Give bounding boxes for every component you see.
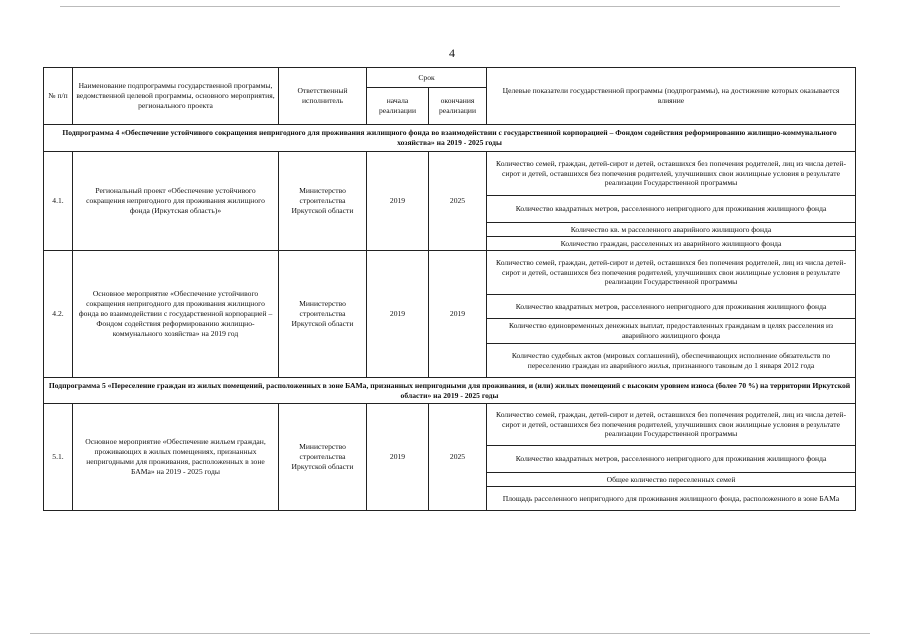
- row-5-1-target-3: Общее количество переселенных семей: [487, 473, 856, 487]
- header-term: Срок: [367, 68, 487, 88]
- subprogram-4-title: Подпрограмма 4 «Обеспечение устойчивого сокращения непригодного для проживания жилищного фонда во взаимодействии с государственной корпорацией – Фондом содействия реформированию жилищно-коммунального хозяйства» на 2019 - 2025 годы: [44, 125, 856, 152]
- header-name: Наименование подпрограммы государственной программы, ведомственной целевой программы, основного мероприятия, регионального проекта: [73, 68, 279, 125]
- row-4-2-target-2: Количество квадратных метров, расселенного непригодного для проживания жилищного фонда: [487, 295, 856, 319]
- table-row: [44, 152, 856, 196]
- row-4-2-num: 4.2.: [44, 251, 73, 378]
- scan-mark-bottom: [30, 633, 870, 634]
- row-4-2-end: 2019: [429, 251, 487, 378]
- row-4-1-target-2: Количество квадратных метров, расселенного непригодного для проживания жилищного фонда: [487, 196, 856, 223]
- row-4-2-start: 2019: [367, 251, 429, 378]
- row-5-1-start: 2019: [367, 404, 429, 511]
- row-4-2-name: Основное мероприятие «Обеспечение устойчивого сокращения непригодного для проживания жилищного фонда во взаимодействии с государственной корпорацией – Фондом содействия реформированию жилищно-коммунального хозяйства» на 2019 год: [73, 251, 279, 378]
- row-4-2-target-3: Количество единовременных денежных выплат, предоставленных гражданам в целях расселения из аварийного жилищного фонда: [487, 319, 856, 344]
- row-4-1-num: 4.1.: [44, 152, 73, 251]
- row-4-1-executor: Министерство строительства Иркутской области: [279, 152, 367, 251]
- row-4-2-target-4: Количество судебных актов (мировых соглашений), обеспечивающих исполнение обязательств по переселению граждан из аварийного жилья, признанного таковым до 1 января 2012 года: [487, 344, 856, 378]
- header-num: № п/п: [44, 68, 73, 125]
- row-4-2-executor: Министерство строительства Иркутской области: [279, 251, 367, 378]
- header-start: начала реализации: [367, 88, 429, 125]
- row-5-1-name: Основное мероприятие «Обеспечение жильем граждан, проживающих в жилых помещениях, признанных непригодными для проживания, расположенных в зоне БАМа» на 2019 - 2025 годы: [73, 404, 279, 511]
- row-4-1-start: 2019: [367, 152, 429, 251]
- page-number: 4: [449, 46, 455, 60]
- header-targets: Целевые показатели государственной программы (подпрограммы), на достижение которых оказывается влияние: [487, 68, 856, 125]
- table-row: [44, 251, 856, 295]
- header-end: окончания реализации: [429, 88, 487, 125]
- row-4-1-target-3: Количество кв. м расселенного аварийного жилищного фонда: [487, 223, 856, 237]
- row-5-1-end: 2025: [429, 404, 487, 511]
- scan-mark-top: [60, 6, 840, 7]
- row-5-1-target-4: Площадь расселенного непригодного для проживания жилищного фонда, расположенного в зоне БАМа: [487, 487, 856, 511]
- row-4-2-target-1: Количество семей, граждан, детей-сирот и детей, оставшихся без попечения родителей, лиц из числа детей-сирот и детей, оставшихся без попечения родителей, улучшивших свои жилищные условия в результате реализации Государственной программы: [487, 251, 856, 295]
- row-5-1-target-1: Количество семей, граждан, детей-сирот и детей, оставшихся без попечения родителей, лиц из числа детей-сирот и детей, оставшихся без попечения родителей, улучшивших свои жилищные условия в результате реализации Государственной программы: [487, 404, 856, 446]
- subprogram-5-title: Подпрограмма 5 «Переселение граждан из жилых помещений, расположенных в зоне БАМа, признанных непригодными для проживания, и (или) жилых помещений с высоким уровнем износа (более 70 %) на территории Иркутской области» на 2019 - 2025 годы: [44, 378, 856, 404]
- program-table: [43, 67, 856, 511]
- table-header-row: [44, 68, 856, 88]
- row-5-1-num: 5.1.: [44, 404, 73, 511]
- row-4-1-end: 2025: [429, 152, 487, 251]
- subprogram-4-row: [44, 125, 856, 152]
- row-5-1-executor: Министерство строительства Иркутской области: [279, 404, 367, 511]
- row-5-1-target-2: Количество квадратных метров, расселенного непригодного для проживания жилищного фонда: [487, 446, 856, 473]
- subprogram-5-row: [44, 378, 856, 404]
- row-4-1-target-1: Количество семей, граждан, детей-сирот и детей, оставшихся без попечения родителей, лиц из числа детей-сирот и детей, оставшихся без попечения родителей, улучшивших свои жилищные условия в результате реализации Государственной программы: [487, 152, 856, 196]
- row-4-1-name: Региональный проект «Обеспечение устойчивого сокращения непригодного для проживания жилищного фонда (Иркутская область)»: [73, 152, 279, 251]
- table-row: [44, 404, 856, 446]
- header-executor: Ответственный исполнитель: [279, 68, 367, 125]
- row-4-1-target-4: Количество граждан, расселенных из аварийного жилищного фонда: [487, 237, 856, 251]
